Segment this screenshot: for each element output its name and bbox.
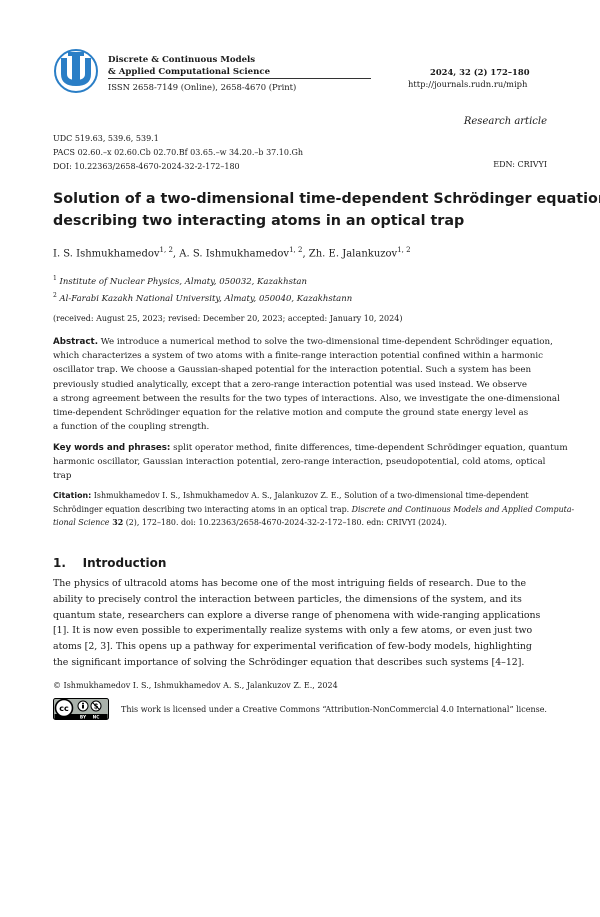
journal-logo-icon xyxy=(53,48,99,94)
journal-name-line2: & Applied Computational Science xyxy=(108,66,270,78)
cc-nc-text: NC xyxy=(93,715,100,721)
citation-label: Citation: xyxy=(53,491,91,500)
keywords: Key words and phrases: split operator method, finite differences, time-dependent Schrödinger equation, quantum harmonic oscillator, Gaussian interaction potential, zero-range interaction, pseudopotential, cold atoms, optical trap xyxy=(53,441,548,484)
volume-info: 2024, 32 (2) 172–180 xyxy=(430,67,530,77)
citation: Citation: Ishmukhamedov I. S., Ishmukhamedov A. S., Jalankuzov Z. E., Solution of a two-dimensional time-dependent Schrödinger equation describing two interacting atoms in an optical trap. Discrete and Continuous Models and Applied Computa- tional Science 32 (2), 172–180. doi: 10.22363/2658-4670-2024-32-2-172–180. edn: CRIVYI (2024). xyxy=(53,489,548,530)
section-number: 1. xyxy=(53,556,66,570)
affiliation-item: 2 Al-Farabi Kazakh National University, Almaty, 050040, Kazakhstann xyxy=(53,289,352,306)
author-affil-sup: 1, 2 xyxy=(397,246,410,254)
abstract-label: Abstract. xyxy=(53,337,98,347)
author-affil-sup: 1, 2 xyxy=(160,246,173,254)
received-dates: (received: August 25, 2023; revised: December 20, 2023; accepted: January 10, 2024) xyxy=(53,314,402,323)
keywords-label: Key words and phrases: xyxy=(53,443,170,453)
paper-title xyxy=(53,188,553,232)
cc-license-icon[interactable] xyxy=(53,698,109,720)
article-meta xyxy=(53,132,303,174)
affiliations xyxy=(53,272,352,306)
edn: EDN: CRIVYI xyxy=(493,160,547,169)
intro-paragraph: The physics of ultracold atoms has become one of the most intriguing fields of research. Due to the ability to precisely control the interaction between particles, the dimensions of the system, and its quantum state, researchers can explore a diverse range of phenomena with wide-ranging applications [1]. It is now even possible to experimentally realize systems with only a few atoms, or even just two atoms [2, 3]. This opens up a pathway for experimental verification of few-body models, highlighting the significant importance of solving the Schrödinger equation that describes such systems [4–12]. xyxy=(53,576,548,671)
author-list: I. S. Ishmukhamedov1, 2, A. S. Ishmukhamedov1, 2, Zh. E. Jalankuzov1, 2 xyxy=(53,246,411,259)
doi[interactable]: DOI: 10.22363/2658-4670-2024-32-2-172–180 xyxy=(53,160,303,174)
journal-name xyxy=(108,54,270,78)
journal-url[interactable]: http://journals.rudn.ru/miph xyxy=(408,79,527,89)
license-text: This work is licensed under a Creative Commons “Attribution-NonCommercial 4.0 International” license. xyxy=(121,705,547,714)
author-name: Zh. E. Jalankuzov xyxy=(309,248,397,259)
header-rule xyxy=(108,78,371,79)
author-affil-sup: 1, 2 xyxy=(289,246,302,254)
title-line1: Solution of a two-dimensional time-dependent Schrödinger equation xyxy=(53,188,553,210)
journal-name-line1: Discrete & Continuous Models xyxy=(108,54,270,66)
udc: UDC 519.63, 539.6, 539.1 xyxy=(53,132,303,146)
issn: ISSN 2658-7149 (Online), 2658-4670 (Print) xyxy=(108,82,296,92)
title-line2: describing two interacting atoms in an optical trap xyxy=(53,210,553,232)
author-name: A. S. Ishmukhamedov xyxy=(179,248,289,259)
copyright: © Ishmukhamedov I. S., Ishmukhamedov A. S., Jalankuzov Z. E., 2024 xyxy=(53,681,338,690)
author-name: I. S. Ishmukhamedov xyxy=(53,248,160,259)
pacs: PACS 02.60.–x 02.60.Cb 02.70.Bf 03.65.–w 34.20.–b 37.10.Gh xyxy=(53,146,303,160)
cc-main-text: cc xyxy=(59,704,69,713)
article-type: Research article xyxy=(464,116,547,127)
section-heading xyxy=(53,556,166,570)
cc-by-text: BY xyxy=(80,715,87,721)
abstract: Abstract. We introduce a numerical method to solve the two-dimensional time-dependent Schrödinger equation, which characterizes a system of two atoms with a finite-range interaction potential confined within a harmonic oscillator trap. We choose a Gaussian-shaped potential for the interaction potential. Such a system has been previously studied analytically, except that a zero-range interaction potential was used instead. We observe a strong agreement between the results for the two types of interactions. Also, we investigate the one-dimensional time-dependent Schrödinger equation for the relative motion and compute the ground state energy level as a function of the coupling strength. xyxy=(53,335,548,434)
section-title: Introduction xyxy=(83,556,167,570)
affiliation-item: 1 Institute of Nuclear Physics, Almaty, 050032, Kazakhstan xyxy=(53,272,352,289)
